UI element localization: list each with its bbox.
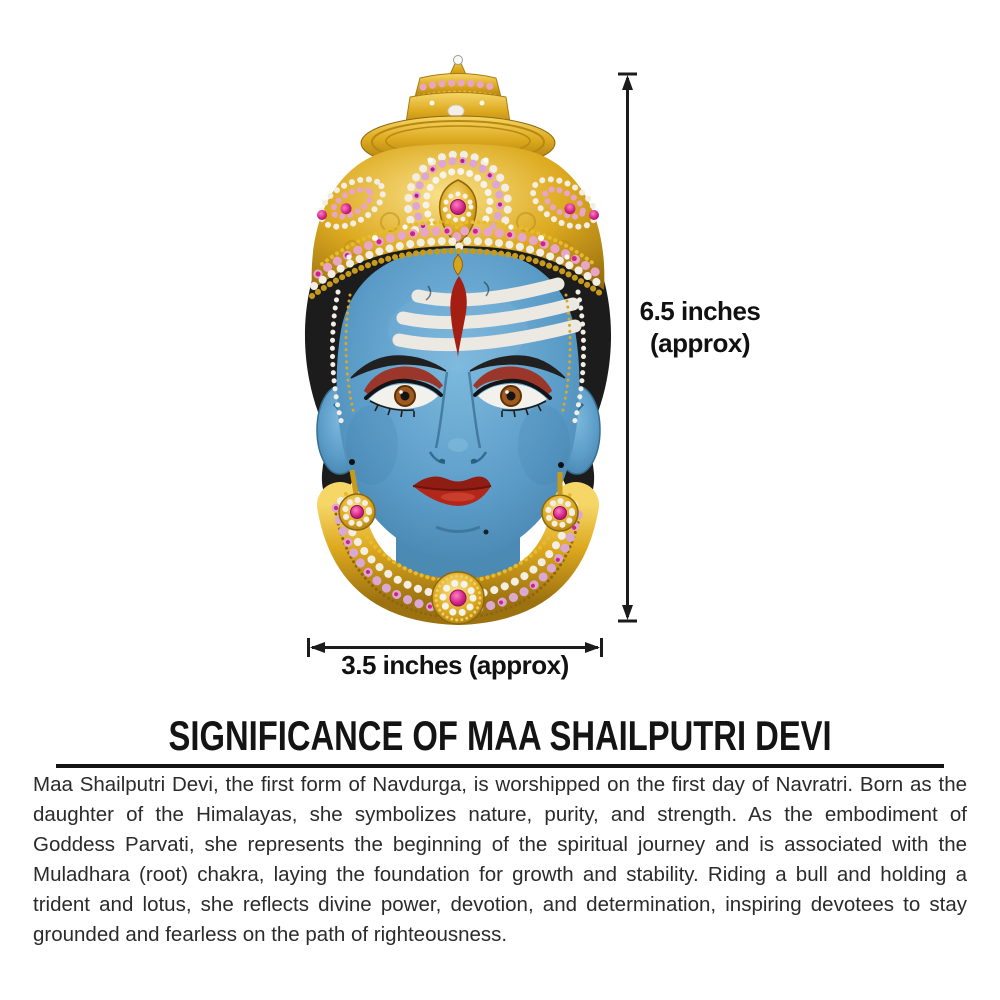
idol-illustration [305,56,611,625]
crown-pearl [448,105,464,117]
mole [484,530,489,535]
necklace-medallion [432,572,484,624]
finial-crystal [454,56,463,65]
width-dimension-label: 3.5 inches (approx) [341,650,569,680]
section-title: SIGNIFICANCE OF MAA SHAILPUTRI DEVI [168,712,832,759]
significance-section-header [56,714,944,768]
height-approx: (approx) [650,328,750,358]
ear-hole [558,462,564,468]
height-dimension-label [630,295,770,359]
height-value: 6.5 inches [639,296,761,326]
ear-hole [349,459,355,465]
section-body: Maa Shailputri Devi, the first form of Navdurga, is worshipped on the first day of Navratri. Born as the daughter of the Himalayas, she symbolizes nature, purity, and strength. As the embodiment of Goddess Parvati, she represents the beginning of the spiritual journey and is associated with the Muladhara (root) chakra, laying the foundation for growth and stability. Riding a bull and holding a trident and lotus, she reflects divine power, devotion, and determination, inspiring devotees to stay grounded and fearless on the path of righteousness. [33,773,967,946]
crown [312,56,605,297]
